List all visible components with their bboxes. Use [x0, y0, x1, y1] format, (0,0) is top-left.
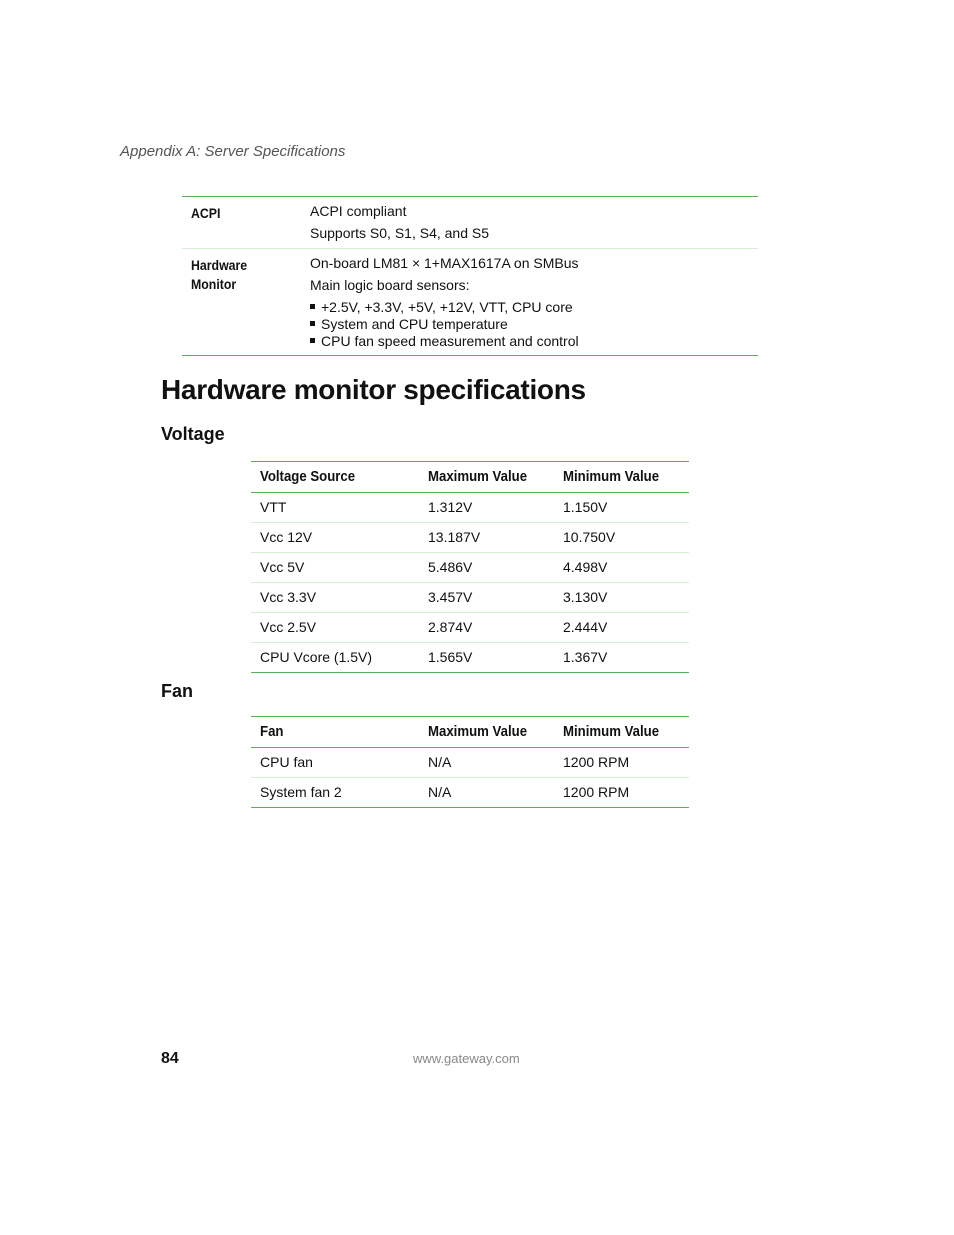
table-cell: Vcc 5V	[260, 559, 305, 575]
column-header: Fan	[260, 723, 284, 740]
spec-line: On-board LM81 × 1+MAX1617A on SMBus	[310, 255, 579, 271]
page-number: 84	[161, 1050, 179, 1067]
table-cell: 1.150V	[563, 499, 608, 515]
spec-line: ACPI compliant	[310, 203, 407, 219]
spec-value	[310, 203, 489, 247]
list-item-text: +2.5V, +3.3V, +5V, +12V, VTT, CPU core	[321, 299, 573, 315]
bullet-icon	[310, 338, 315, 343]
table-cell: N/A	[428, 784, 452, 800]
table-cell: 1200 RPM	[563, 784, 630, 800]
spec-row-hardware-monitor	[182, 248, 758, 355]
table-row	[251, 522, 689, 552]
table-row	[251, 582, 689, 612]
spec-table	[182, 196, 758, 356]
table-cell: CPU Vcore (1.5V)	[260, 649, 373, 665]
table-cell: Vcc 12V	[260, 529, 313, 545]
spec-row-acpi	[182, 197, 758, 248]
fan-table	[251, 716, 689, 808]
table-cell: N/A	[428, 754, 452, 770]
table-cell: 4.498V	[563, 559, 608, 575]
fan-heading: Fan	[161, 681, 194, 701]
bullet-icon	[310, 304, 315, 309]
table-cell: 2.444V	[563, 619, 608, 635]
footer-url: www.gateway.com	[413, 1051, 520, 1066]
sensor-list	[310, 299, 579, 350]
column-header: Voltage Source	[260, 468, 356, 485]
table-cell: 2.874V	[428, 619, 473, 635]
spec-key-line: Hardware	[191, 257, 248, 273]
column-header: Maximum Value	[428, 468, 528, 485]
section-title: Hardware monitor specifications	[161, 374, 586, 405]
spec-key	[191, 256, 247, 294]
table-cell: VTT	[260, 499, 287, 515]
table-row	[251, 748, 689, 777]
voltage-heading: Voltage	[161, 424, 225, 444]
table-cell: Vcc 3.3V	[260, 589, 317, 605]
table-cell: Vcc 2.5V	[260, 619, 317, 635]
running-header: Appendix A: Server Specifications	[120, 143, 346, 160]
table-cell: 1.367V	[563, 649, 608, 665]
spec-key: ACPI	[191, 205, 221, 221]
column-header: Minimum Value	[563, 723, 660, 740]
table-row	[251, 642, 689, 672]
table-cell: 1200 RPM	[563, 754, 630, 770]
voltage-table	[251, 461, 689, 673]
list-item	[310, 299, 579, 316]
table-cell: 5.486V	[428, 559, 473, 575]
spec-line: Main logic board sensors:	[310, 277, 470, 293]
list-item-text: System and CPU temperature	[321, 316, 508, 332]
list-item-text: CPU fan speed measurement and control	[321, 333, 579, 349]
table-row	[251, 552, 689, 582]
table-row	[251, 493, 689, 522]
table-cell: 10.750V	[563, 529, 616, 545]
list-item	[310, 333, 579, 350]
table-cell: 13.187V	[428, 529, 481, 545]
table-cell: CPU fan	[260, 754, 313, 770]
table-cell: System fan 2	[260, 784, 342, 800]
column-header: Maximum Value	[428, 723, 528, 740]
table-cell: 1.565V	[428, 649, 473, 665]
table-cell: 3.457V	[428, 589, 473, 605]
table-row	[251, 612, 689, 642]
table-cell: 3.130V	[563, 589, 608, 605]
list-item	[310, 316, 579, 333]
spec-value	[310, 255, 579, 350]
table-cell: 1.312V	[428, 499, 473, 515]
spec-line: Supports S0, S1, S4, and S5	[310, 225, 490, 241]
bullet-icon	[310, 321, 315, 326]
table-row	[251, 777, 689, 807]
table-header-row	[251, 717, 689, 748]
column-header: Minimum Value	[563, 468, 660, 485]
spec-key-line: Monitor	[191, 276, 237, 292]
table-header-row	[251, 462, 689, 493]
